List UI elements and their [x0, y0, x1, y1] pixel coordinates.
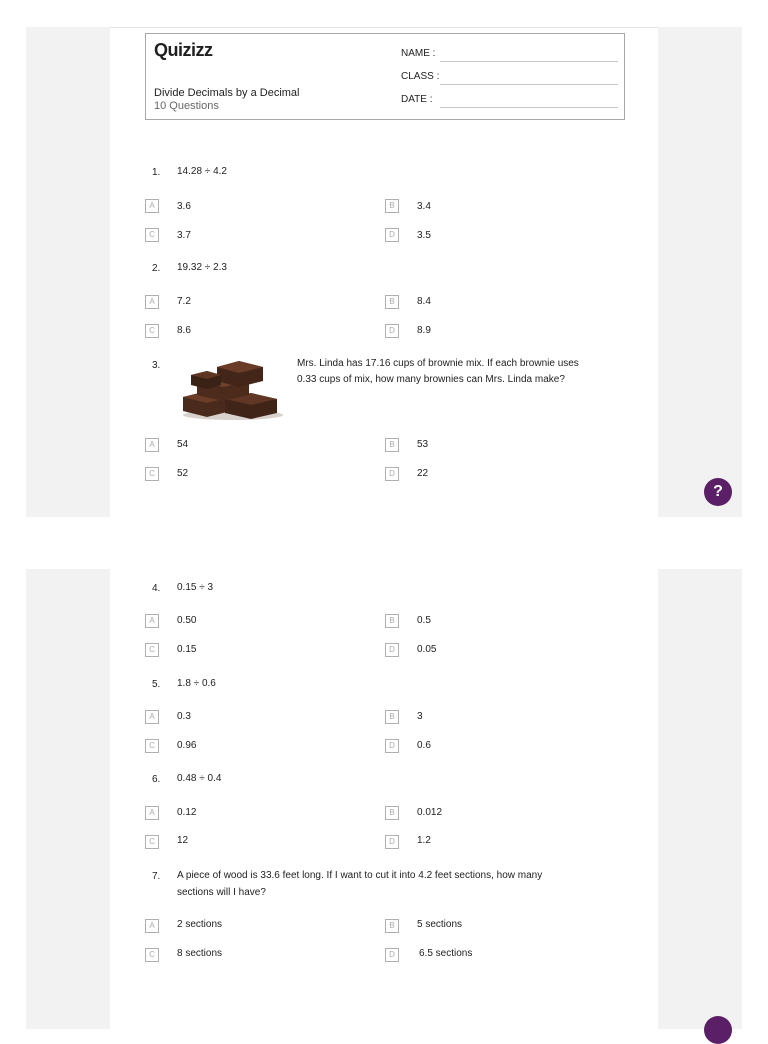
option-b-text[interactable]: 8.4 [417, 296, 431, 307]
option-c-text[interactable]: 8 sections [177, 948, 223, 959]
question-text: 0.15 ÷ 3 [177, 582, 214, 593]
option-c-box[interactable]: C [145, 467, 159, 481]
option-b-text[interactable]: 5 sections [417, 919, 463, 930]
question-number: 1. [152, 167, 161, 178]
option-b-text[interactable]: 0.5 [417, 615, 431, 626]
option-c-box[interactable]: C [145, 835, 159, 849]
option-a-text[interactable]: 54 [177, 439, 189, 450]
name-line [440, 61, 618, 62]
option-d-text[interactable]: 3.5 [417, 230, 431, 241]
option-b-text[interactable]: 0.012 [417, 807, 443, 818]
help-button-partial[interactable] [704, 1016, 732, 1044]
option-a-box[interactable]: A [145, 295, 159, 309]
option-b-text[interactable]: 3 [417, 711, 423, 722]
option-a-text[interactable]: 0.12 [177, 807, 197, 818]
name-label: NAME : [401, 48, 436, 59]
option-c-box[interactable]: C [145, 948, 159, 962]
option-d-text[interactable]: 22 [417, 468, 429, 479]
worksheet-page-2 [26, 569, 742, 1029]
brownie-photo [177, 355, 285, 421]
date-field[interactable] [401, 92, 618, 108]
option-d-box[interactable]: D [385, 643, 399, 657]
date-line [440, 107, 618, 108]
option-d-box[interactable]: D [385, 324, 399, 338]
option-a-text[interactable]: 7.2 [177, 296, 191, 307]
option-d-text[interactable]: 0.6 [417, 740, 431, 751]
option-a-box[interactable]: A [145, 710, 159, 724]
question-number: 2. [152, 263, 161, 274]
question-text-line-2: sections will I have? [177, 887, 266, 898]
worksheet-sheet [110, 27, 658, 517]
option-b-box[interactable]: B [385, 199, 399, 213]
worksheet-title: Divide Decimals by a Decimal [154, 87, 300, 99]
option-a-box[interactable]: A [145, 614, 159, 628]
option-d-text[interactable]: 8.9 [417, 325, 431, 336]
question-text: 0.48 ÷ 0.4 [177, 773, 222, 784]
option-c-text[interactable]: 52 [177, 468, 189, 479]
option-b-box[interactable]: B [385, 919, 399, 933]
question-number: 5. [152, 679, 161, 690]
option-a-box[interactable]: A [145, 199, 159, 213]
class-line [440, 84, 618, 85]
question-text: 19.32 ÷ 2.3 [177, 262, 227, 273]
question-number: 7. [152, 871, 161, 882]
option-b-box[interactable]: B [385, 438, 399, 452]
option-c-box[interactable]: C [145, 643, 159, 657]
class-field[interactable] [401, 69, 618, 85]
name-field[interactable] [401, 46, 618, 62]
worksheet-page-1 [26, 27, 742, 517]
option-b-text[interactable]: 3.4 [417, 201, 431, 212]
option-d-box[interactable]: D [385, 228, 399, 242]
option-a-box[interactable]: A [145, 806, 159, 820]
option-d-box[interactable]: D [385, 948, 399, 962]
question-text: 1.8 ÷ 0.6 [177, 678, 216, 689]
option-a-text[interactable]: 0.50 [177, 615, 197, 626]
worksheet-header [145, 33, 625, 120]
option-b-text[interactable]: 53 [417, 439, 429, 450]
option-b-box[interactable]: B [385, 614, 399, 628]
option-d-text[interactable]: 6.5 sections [419, 948, 473, 959]
option-c-box[interactable]: C [145, 228, 159, 242]
help-question-mark-icon[interactable]: ? [704, 478, 732, 506]
question-text-line-2: 0.33 cups of mix, how many brownies can Mrs. Linda make? [297, 374, 565, 385]
option-c-text[interactable]: 8.6 [177, 325, 191, 336]
option-c-box[interactable]: C [145, 324, 159, 338]
question-text-line-1: Mrs. Linda has 17.16 cups of brownie mix. If each brownie uses [297, 358, 579, 369]
option-d-text[interactable]: 0.05 [417, 644, 437, 655]
question-text-line-1: A piece of wood is 33.6 feet long. If I want to cut it into 4.2 feet sections, how many [177, 870, 543, 881]
question-text: 14.28 ÷ 4.2 [177, 166, 227, 177]
date-label: DATE : [401, 94, 433, 105]
class-label: CLASS : [401, 71, 440, 82]
option-b-box[interactable]: B [385, 710, 399, 724]
question-number: 4. [152, 583, 161, 594]
option-a-text[interactable]: 0.3 [177, 711, 191, 722]
option-a-text[interactable]: 2 sections [177, 919, 223, 930]
question-number: 6. [152, 774, 161, 785]
option-b-box[interactable]: B [385, 806, 399, 820]
option-d-box[interactable]: D [385, 467, 399, 481]
option-d-box[interactable]: D [385, 835, 399, 849]
option-b-box[interactable]: B [385, 295, 399, 309]
question-count: 10 Questions [154, 100, 219, 112]
option-c-box[interactable]: C [145, 739, 159, 753]
question-number: 3. [152, 360, 161, 371]
option-d-box[interactable]: D [385, 739, 399, 753]
option-c-text[interactable]: 12 [177, 835, 189, 846]
option-d-text[interactable]: 1.2 [417, 835, 431, 846]
option-c-text[interactable]: 0.96 [177, 740, 197, 751]
worksheet-sheet [110, 569, 658, 1029]
option-a-box[interactable]: A [145, 438, 159, 452]
option-c-text[interactable]: 0.15 [177, 644, 197, 655]
option-a-text[interactable]: 3.6 [177, 201, 191, 212]
quizizz-logo: Quizizz [154, 40, 213, 60]
option-c-text[interactable]: 3.7 [177, 230, 191, 241]
option-a-box[interactable]: A [145, 919, 159, 933]
